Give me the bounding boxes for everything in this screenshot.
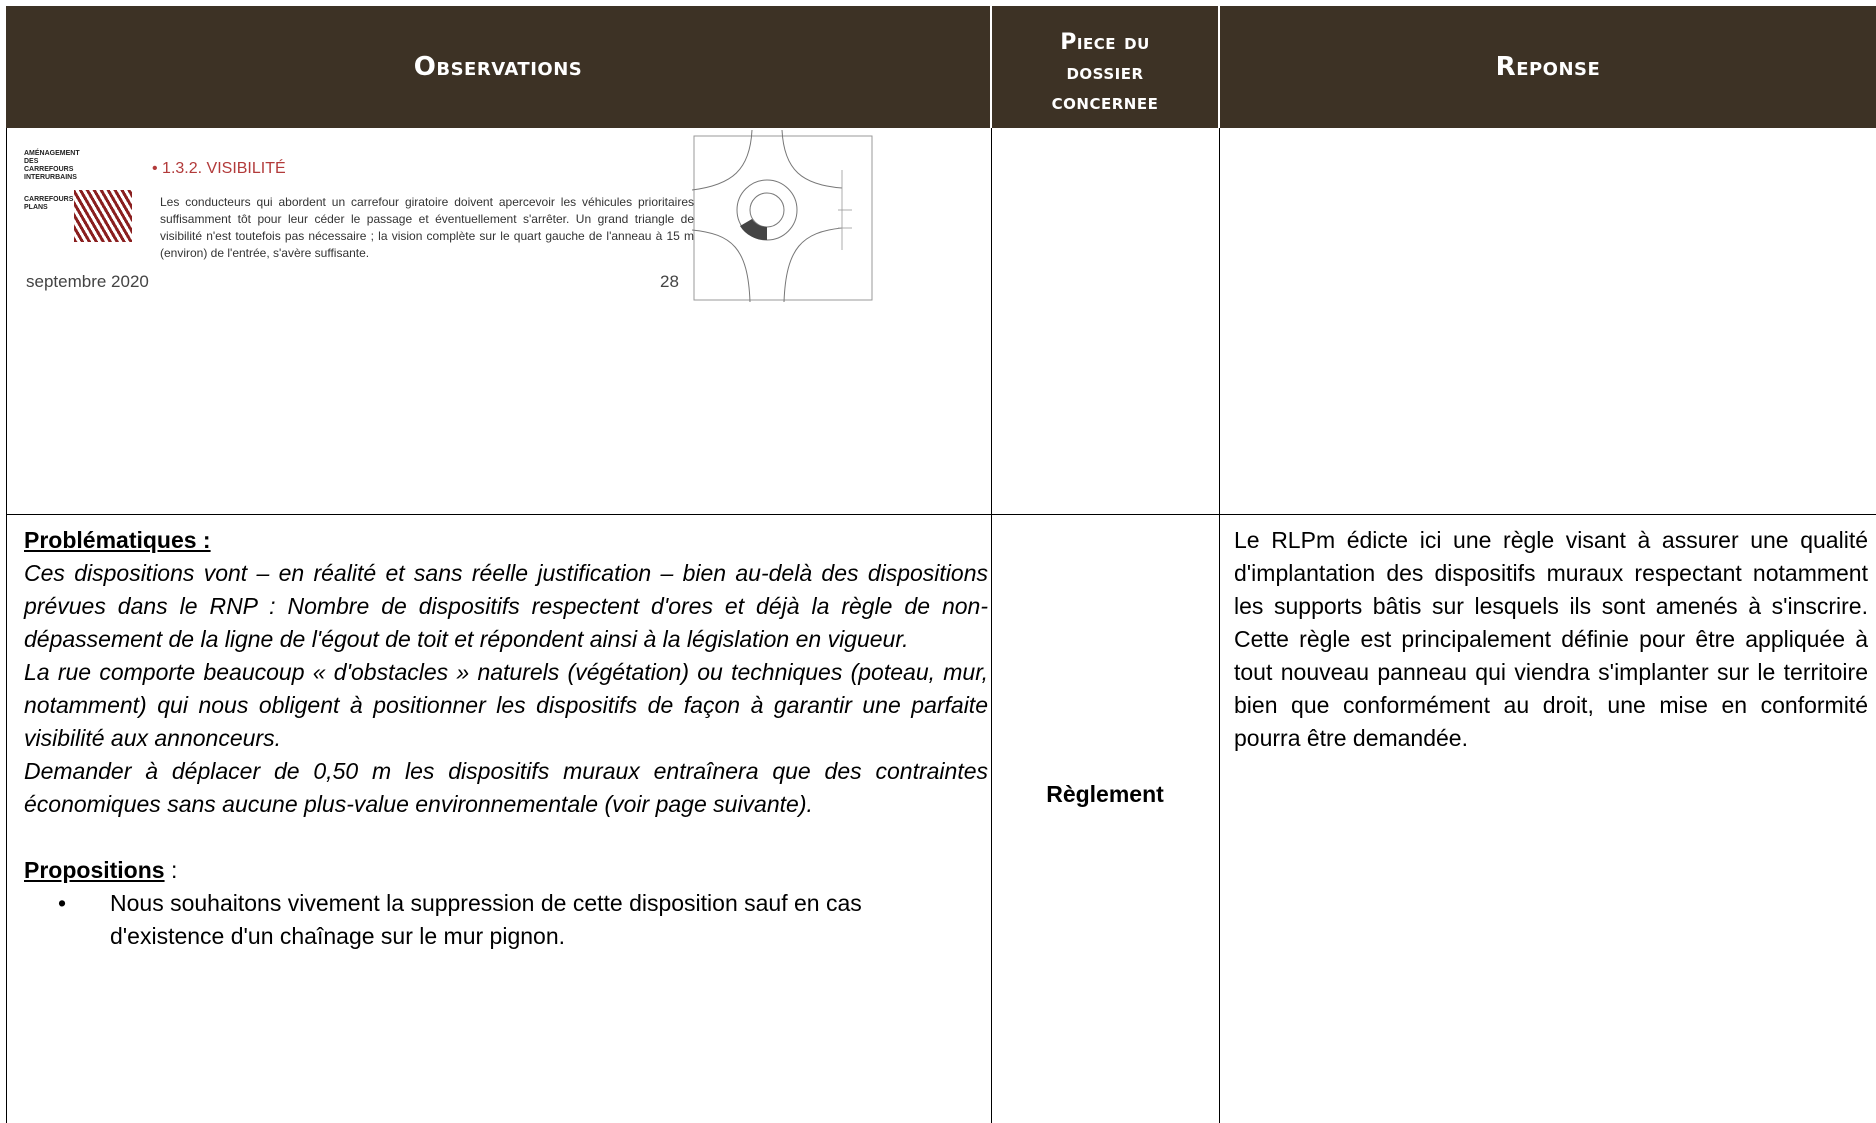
page-footer-date: septembre 2020 — [26, 272, 149, 291]
observation-text — [24, 524, 988, 953]
reponse-text: Le RLPm édicte ici une règle visant à assurer une qualité d'implantation des dispositifs muraux respectant notamment les supports bâtis sur lesquels ils sont amenés à s'inscrire. Cette règle est principalement définie pour être appliquée à tout nouveau panneau qui viendra s'implanter sur le territoire bien que conformément au droit, une mise en conformité pourra être demandée. — [1234, 527, 1868, 751]
propositions-colon: : — [164, 857, 178, 883]
header-piece-dossier — [992, 18, 1218, 128]
header-observations: Observations — [6, 6, 990, 128]
proposition-item — [58, 887, 988, 953]
row-divider — [6, 514, 1876, 515]
proposition-text: Nous souhaitons vivement la suppression de cette disposition sauf en cas d'existence d'un chaînage sur le mur pignon. — [110, 890, 862, 949]
header-piece-line3: concernee — [1051, 90, 1159, 115]
observation-paragraph-2: La rue comporte beaucoup « d'obstacles » naturels (végétation) ou techniques (poteau, mur, notamment) qui nous obligent à positionner les dispositifs de façon à garantir une parfaite visibilité aux annonceurs. — [24, 659, 988, 751]
section-title: • 1.3.2. VISIBILITÉ — [152, 160, 286, 177]
guide-excerpt-image — [22, 130, 806, 302]
book-title: AMÉNAGEMENT DES CARREFOURS INTERURBAINS — [24, 150, 80, 181]
bullet-icon: • — [58, 890, 67, 916]
header-reponse: Reponse — [1220, 6, 1876, 128]
header-piece-line2: dossier — [1066, 60, 1144, 85]
observations-table — [6, 6, 1876, 1123]
border-col1 — [991, 128, 992, 1123]
header-piece-line1: Piece du — [1060, 30, 1150, 55]
observation-paragraph-3: Demander à déplacer de 0,50 m les dispositifs muraux entraînera que des contraintes économiques sans aucune plus-value environnementale (voir page suivante). — [24, 758, 988, 817]
border-left — [6, 128, 7, 1123]
roundabout-diagram — [692, 130, 876, 302]
propositions-heading — [24, 854, 988, 887]
observation-paragraph-1: Ces dispositions vont – en réalité et sans réelle justification – bien au-delà des dispositions prévues dans le RNP : Nombre de dispositifs respectent d'ores et déjà la règle de non-dépassement de la ligne de l'égout de toit et répondent ainsi à la législation en vigueur. — [24, 560, 988, 652]
section-body: Les conducteurs qui abordent un carrefour giratoire doivent apercevoir les véhicules prioritaires suffisamment tôt pour leur céder le passage et éventuellement s'arrêter. Un grand triangle de visibilité n'est toutefois pas nécessaire ; la vision complète sur le quart gauche de l'anneau à 15 m (environ) de l'entrée, s'avère suffisante. — [160, 195, 694, 260]
book-cover-pattern — [74, 190, 132, 242]
book-cover — [24, 150, 134, 260]
page-footer-number: 28 — [660, 272, 679, 291]
spacer — [24, 821, 988, 854]
piece-concernee: Règlement — [1046, 781, 1164, 807]
propositions-label: Propositions — [24, 857, 165, 883]
border-col2 — [1219, 128, 1220, 1123]
problematiques-heading: Problématiques : — [24, 527, 211, 553]
book-subtitle: CARREFOURS PLANS — [24, 196, 74, 211]
